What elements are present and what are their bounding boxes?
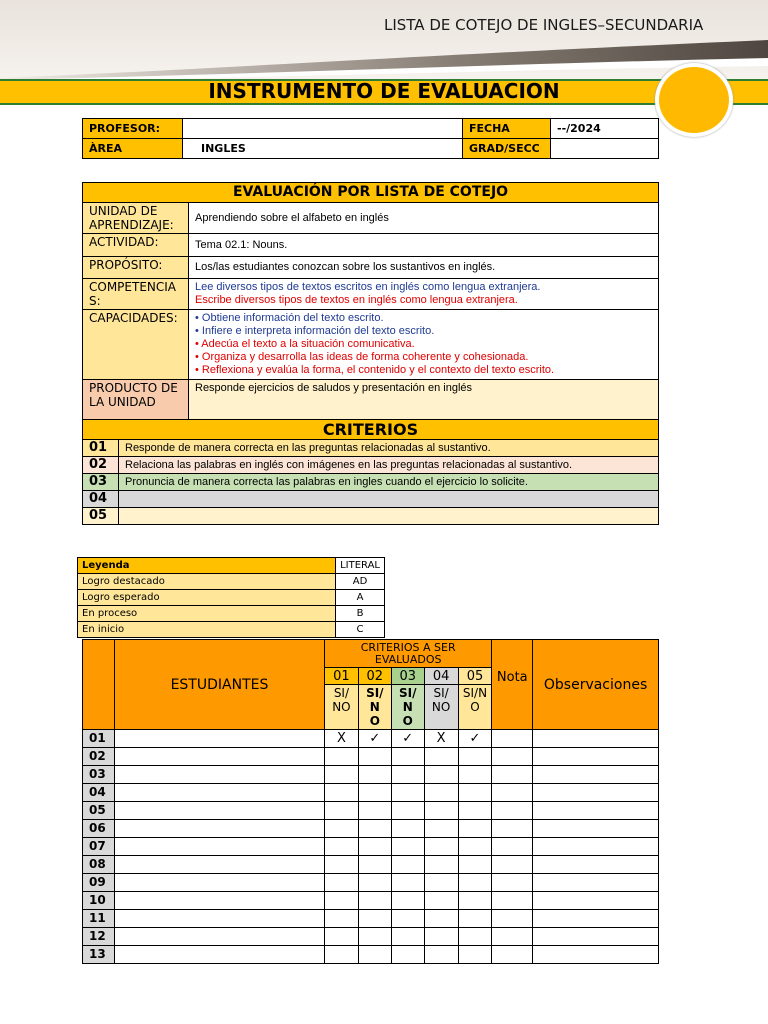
criterio-mark-cell[interactable]: ✓ xyxy=(358,730,391,748)
student-row-number: 10 xyxy=(83,892,115,910)
criterio-mark-cell[interactable] xyxy=(358,766,391,784)
fecha-label: FECHA xyxy=(463,119,551,139)
student-name-cell[interactable] xyxy=(114,910,324,928)
student-name-cell[interactable] xyxy=(114,838,324,856)
criterio-mark-cell[interactable] xyxy=(458,928,492,946)
student-row xyxy=(83,928,659,946)
nota-cell[interactable] xyxy=(492,874,533,892)
criterio-row xyxy=(83,474,659,491)
producto-label: PRODUCTO DE LA UNIDAD xyxy=(83,380,189,424)
capacidad-item: • Organiza y desarrolla las ideas de forma coherente y cohesionada. xyxy=(195,351,529,363)
student-row-number: 03 xyxy=(83,766,115,784)
info-table xyxy=(82,118,659,159)
si-no-header: SI/NO xyxy=(324,685,358,730)
criterio-mark-cell[interactable] xyxy=(358,820,391,838)
unidad-label: UNIDAD DE APRENDIZAJE: xyxy=(83,203,189,234)
criterio-mark-cell[interactable] xyxy=(424,874,458,892)
student-row-number: 01 xyxy=(83,730,115,748)
main-title: INSTRUMENTO DE EVALUACION xyxy=(208,79,560,103)
criterio-mark-cell[interactable] xyxy=(358,874,391,892)
capacidades-label: CAPACIDADES: xyxy=(83,310,189,380)
observaciones-cell[interactable] xyxy=(533,928,659,946)
criterios-heading: CRITERIOS xyxy=(83,420,659,440)
criterio-text[interactable] xyxy=(119,508,659,525)
criterio-mark-cell[interactable] xyxy=(391,748,424,766)
logo-circle-icon xyxy=(655,63,733,137)
criterio-mark-cell[interactable] xyxy=(424,838,458,856)
criterio-mark-cell[interactable] xyxy=(358,748,391,766)
nota-cell[interactable] xyxy=(492,838,533,856)
criterio-mark-cell[interactable] xyxy=(424,748,458,766)
student-row xyxy=(83,766,659,784)
criterio-mark-cell[interactable] xyxy=(324,766,358,784)
criterio-mark-cell[interactable] xyxy=(424,802,458,820)
capacidad-item: • Infiere e interpreta información del texto escrito. xyxy=(195,325,435,337)
nota-cell[interactable] xyxy=(492,730,533,748)
student-row xyxy=(83,784,659,802)
criterio-mark-cell[interactable] xyxy=(391,946,424,964)
criterio-mark-cell[interactable] xyxy=(458,802,492,820)
observaciones-cell[interactable] xyxy=(533,748,659,766)
student-row-number: 02 xyxy=(83,748,115,766)
nota-cell[interactable] xyxy=(492,892,533,910)
student-row xyxy=(83,856,659,874)
criterio-mark-cell[interactable] xyxy=(458,874,492,892)
criterio-column-number: 02 xyxy=(358,668,391,685)
student-name-cell[interactable] xyxy=(114,946,324,964)
student-row xyxy=(83,874,659,892)
observaciones-cell[interactable] xyxy=(533,802,659,820)
criterio-number: 02 xyxy=(83,457,119,474)
criterio-mark-cell[interactable]: X xyxy=(424,730,458,748)
criterio-mark-cell[interactable] xyxy=(458,910,492,928)
si-no-header: SI/NO xyxy=(358,685,391,730)
criterio-number: 03 xyxy=(83,474,119,491)
student-row xyxy=(83,802,659,820)
capacidad-item: • Obtiene información del texto escrito. xyxy=(195,312,384,324)
student-row-number: 11 xyxy=(83,910,115,928)
student-row xyxy=(83,910,659,928)
observaciones-cell[interactable] xyxy=(533,946,659,964)
criterio-mark-cell[interactable] xyxy=(458,946,492,964)
document-header-title: LISTA DE COTEJO DE INGLES–SECUNDARIA xyxy=(384,16,704,34)
observaciones-header: Observaciones xyxy=(533,640,659,730)
criterio-mark-cell[interactable] xyxy=(424,856,458,874)
producto-value[interactable]: Responde ejercicios de saludos y presentación en inglés xyxy=(189,380,659,424)
criterio-mark-cell[interactable] xyxy=(391,910,424,928)
criterio-mark-cell[interactable] xyxy=(424,928,458,946)
legend-label: En inicio xyxy=(78,622,336,638)
observaciones-cell[interactable] xyxy=(533,766,659,784)
si-no-header: SI/NO xyxy=(391,685,424,730)
criterio-row xyxy=(83,440,659,457)
student-name-cell[interactable] xyxy=(114,730,324,748)
criterio-mark-cell[interactable] xyxy=(324,946,358,964)
criterio-mark-cell[interactable] xyxy=(324,856,358,874)
nota-cell[interactable] xyxy=(492,946,533,964)
nota-cell[interactable] xyxy=(492,820,533,838)
student-row xyxy=(83,946,659,964)
observaciones-cell[interactable] xyxy=(533,892,659,910)
criterio-mark-cell[interactable] xyxy=(458,748,492,766)
student-row xyxy=(83,892,659,910)
criterio-mark-cell[interactable] xyxy=(358,856,391,874)
criterio-mark-cell[interactable] xyxy=(424,946,458,964)
observaciones-cell[interactable] xyxy=(533,874,659,892)
legend-label: En proceso xyxy=(78,606,336,622)
criterio-mark-cell[interactable] xyxy=(324,820,358,838)
observaciones-cell[interactable] xyxy=(533,784,659,802)
criterio-mark-cell[interactable] xyxy=(424,910,458,928)
fecha-field[interactable]: --/2024 xyxy=(551,119,659,139)
si-no-header: SI/NO xyxy=(424,685,458,730)
criterios-evaluados-header: CRITERIOS A SER EVALUADOS xyxy=(324,640,491,668)
competencias-label: COMPETENCIAS: xyxy=(83,279,189,310)
si-no-header: SI/NO xyxy=(458,685,492,730)
nota-cell[interactable] xyxy=(492,802,533,820)
criterio-mark-cell[interactable] xyxy=(391,874,424,892)
criterio-number: 05 xyxy=(83,508,119,525)
observaciones-cell[interactable] xyxy=(533,856,659,874)
criterio-number: 04 xyxy=(83,491,119,508)
criterio-mark-cell[interactable] xyxy=(424,820,458,838)
actividad-label: ACTIVIDAD: xyxy=(83,234,189,257)
student-row-number: 06 xyxy=(83,820,115,838)
row-number-header xyxy=(83,640,115,730)
student-name-cell[interactable] xyxy=(114,892,324,910)
legend-label: Logro destacado xyxy=(78,574,336,590)
nota-cell[interactable] xyxy=(492,910,533,928)
proposito-value[interactable]: Los/las estudiantes conozcan sobre los sustantivos en inglés. xyxy=(189,257,659,279)
criterio-mark-cell[interactable] xyxy=(391,802,424,820)
student-row-number: 07 xyxy=(83,838,115,856)
profesor-field[interactable] xyxy=(183,119,463,139)
criterio-mark-cell[interactable]: ✓ xyxy=(458,730,492,748)
criterio-mark-cell[interactable] xyxy=(458,856,492,874)
student-name-cell[interactable] xyxy=(114,856,324,874)
competencias-value xyxy=(189,279,659,310)
legend-value: C xyxy=(336,622,385,638)
student-name-cell[interactable] xyxy=(114,802,324,820)
criterio-mark-cell[interactable] xyxy=(358,946,391,964)
profesor-label: PROFESOR: xyxy=(83,119,183,139)
nota-cell[interactable] xyxy=(492,856,533,874)
criterio-number: 01 xyxy=(83,440,119,457)
criterio-row xyxy=(83,491,659,508)
criterio-mark-cell[interactable] xyxy=(391,838,424,856)
criterio-mark-cell[interactable] xyxy=(358,802,391,820)
student-row xyxy=(83,820,659,838)
criterio-mark-cell[interactable] xyxy=(424,766,458,784)
proposito-label: PROPÓSITO: xyxy=(83,257,189,279)
grado-field[interactable] xyxy=(551,139,659,159)
criterio-row xyxy=(83,508,659,525)
legend-value: A xyxy=(336,590,385,606)
criterio-mark-cell[interactable] xyxy=(324,802,358,820)
observaciones-cell[interactable] xyxy=(533,730,659,748)
criterio-mark-cell[interactable]: X xyxy=(324,730,358,748)
observaciones-cell[interactable] xyxy=(533,820,659,838)
student-row-number: 08 xyxy=(83,856,115,874)
student-row xyxy=(83,838,659,856)
student-name-cell[interactable] xyxy=(114,766,324,784)
criterio-column-number: 01 xyxy=(324,668,358,685)
estudiantes-header: ESTUDIANTES xyxy=(114,640,324,730)
nota-header: Nota xyxy=(492,640,533,730)
criterio-mark-cell[interactable] xyxy=(391,892,424,910)
legend-header-value: LITERAL xyxy=(336,558,385,574)
legend-value: AD xyxy=(336,574,385,590)
criterio-mark-cell[interactable] xyxy=(358,910,391,928)
nota-cell[interactable] xyxy=(492,928,533,946)
capacidades-value xyxy=(189,310,659,380)
unidad-value[interactable]: Aprendiendo sobre el alfabeto en inglés xyxy=(189,203,659,234)
nota-cell[interactable] xyxy=(492,784,533,802)
student-row-number: 05 xyxy=(83,802,115,820)
criterio-row xyxy=(83,457,659,474)
criterio-mark-cell[interactable] xyxy=(324,784,358,802)
nota-cell[interactable] xyxy=(492,766,533,784)
criterio-text[interactable]: Pronuncia de manera correcta las palabras en ingles cuando el ejercicio lo solicite. xyxy=(119,474,659,491)
grado-label: GRAD/SECC xyxy=(463,139,551,159)
legend-header-label: Leyenda xyxy=(78,558,336,574)
student-row-number: 04 xyxy=(83,784,115,802)
competencia-item: Lee diversos tipos de textos escritos en inglés como lengua extranjera. xyxy=(195,281,541,293)
criterio-mark-cell[interactable] xyxy=(391,820,424,838)
competencia-item: Escribe diversos tipos de textos en inglés como lengua extranjera. xyxy=(195,294,518,306)
criterio-mark-cell[interactable] xyxy=(391,928,424,946)
student-row-number: 12 xyxy=(83,928,115,946)
criterio-column-number: 05 xyxy=(458,668,492,685)
student-rows xyxy=(83,730,659,964)
criterio-mark-cell[interactable] xyxy=(458,820,492,838)
criterio-mark-cell[interactable] xyxy=(458,838,492,856)
criterio-mark-cell[interactable] xyxy=(324,838,358,856)
nota-cell[interactable] xyxy=(492,748,533,766)
student-row-number: 13 xyxy=(83,946,115,964)
legend-value: B xyxy=(336,606,385,622)
criterio-mark-cell[interactable] xyxy=(324,928,358,946)
student-row xyxy=(83,748,659,766)
legend-table xyxy=(77,557,385,638)
student-row xyxy=(83,730,659,748)
criterio-mark-cell[interactable] xyxy=(358,892,391,910)
evaluation-table xyxy=(82,182,659,424)
criterio-mark-cell[interactable] xyxy=(391,784,424,802)
criterio-mark-cell[interactable] xyxy=(391,856,424,874)
student-name-cell[interactable] xyxy=(114,928,324,946)
criterio-text[interactable] xyxy=(119,491,659,508)
criterio-mark-cell[interactable] xyxy=(424,892,458,910)
criterio-mark-cell[interactable] xyxy=(458,784,492,802)
area-label: ÀREA xyxy=(83,139,183,159)
criterio-mark-cell[interactable] xyxy=(324,874,358,892)
student-name-cell[interactable] xyxy=(114,820,324,838)
criterio-mark-cell[interactable] xyxy=(424,784,458,802)
capacidad-item: • Adecúa el texto a la situación comunicativa. xyxy=(195,338,415,350)
capacidad-item: • Reflexiona y evalúa la forma, el contenido y el contexto del texto escrito. xyxy=(195,364,555,376)
observaciones-cell[interactable] xyxy=(533,910,659,928)
student-name-cell[interactable] xyxy=(114,784,324,802)
criterio-mark-cell[interactable] xyxy=(324,748,358,766)
evaluation-heading: EVALUACIÓN POR LISTA DE COTEJO xyxy=(83,183,659,203)
criterio-text[interactable]: Relaciona las palabras en inglés con imágenes en las preguntas relacionadas al sustantivo. xyxy=(119,457,659,474)
criterio-mark-cell[interactable] xyxy=(391,766,424,784)
observaciones-cell[interactable] xyxy=(533,838,659,856)
student-row-number: 09 xyxy=(83,874,115,892)
criterio-mark-cell[interactable] xyxy=(358,784,391,802)
criterio-mark-cell[interactable] xyxy=(324,910,358,928)
students-table xyxy=(82,639,659,964)
criterios-table xyxy=(82,419,659,525)
criterio-mark-cell[interactable]: ✓ xyxy=(391,730,424,748)
student-name-cell[interactable] xyxy=(114,874,324,892)
area-field[interactable]: INGLES xyxy=(183,139,463,159)
criterio-mark-cell[interactable] xyxy=(358,928,391,946)
criterio-text[interactable]: Responde de manera correcta en las preguntas relacionadas al sustantivo. xyxy=(119,440,659,457)
criterio-mark-cell[interactable] xyxy=(324,892,358,910)
criterio-mark-cell[interactable] xyxy=(458,892,492,910)
criterio-mark-cell[interactable] xyxy=(358,838,391,856)
student-name-cell[interactable] xyxy=(114,748,324,766)
criterio-column-number: 03 xyxy=(391,668,424,685)
criterio-column-number: 04 xyxy=(424,668,458,685)
actividad-value[interactable]: Tema 02.1: Nouns. xyxy=(189,234,659,257)
legend-label: Logro esperado xyxy=(78,590,336,606)
criterio-mark-cell[interactable] xyxy=(458,766,492,784)
